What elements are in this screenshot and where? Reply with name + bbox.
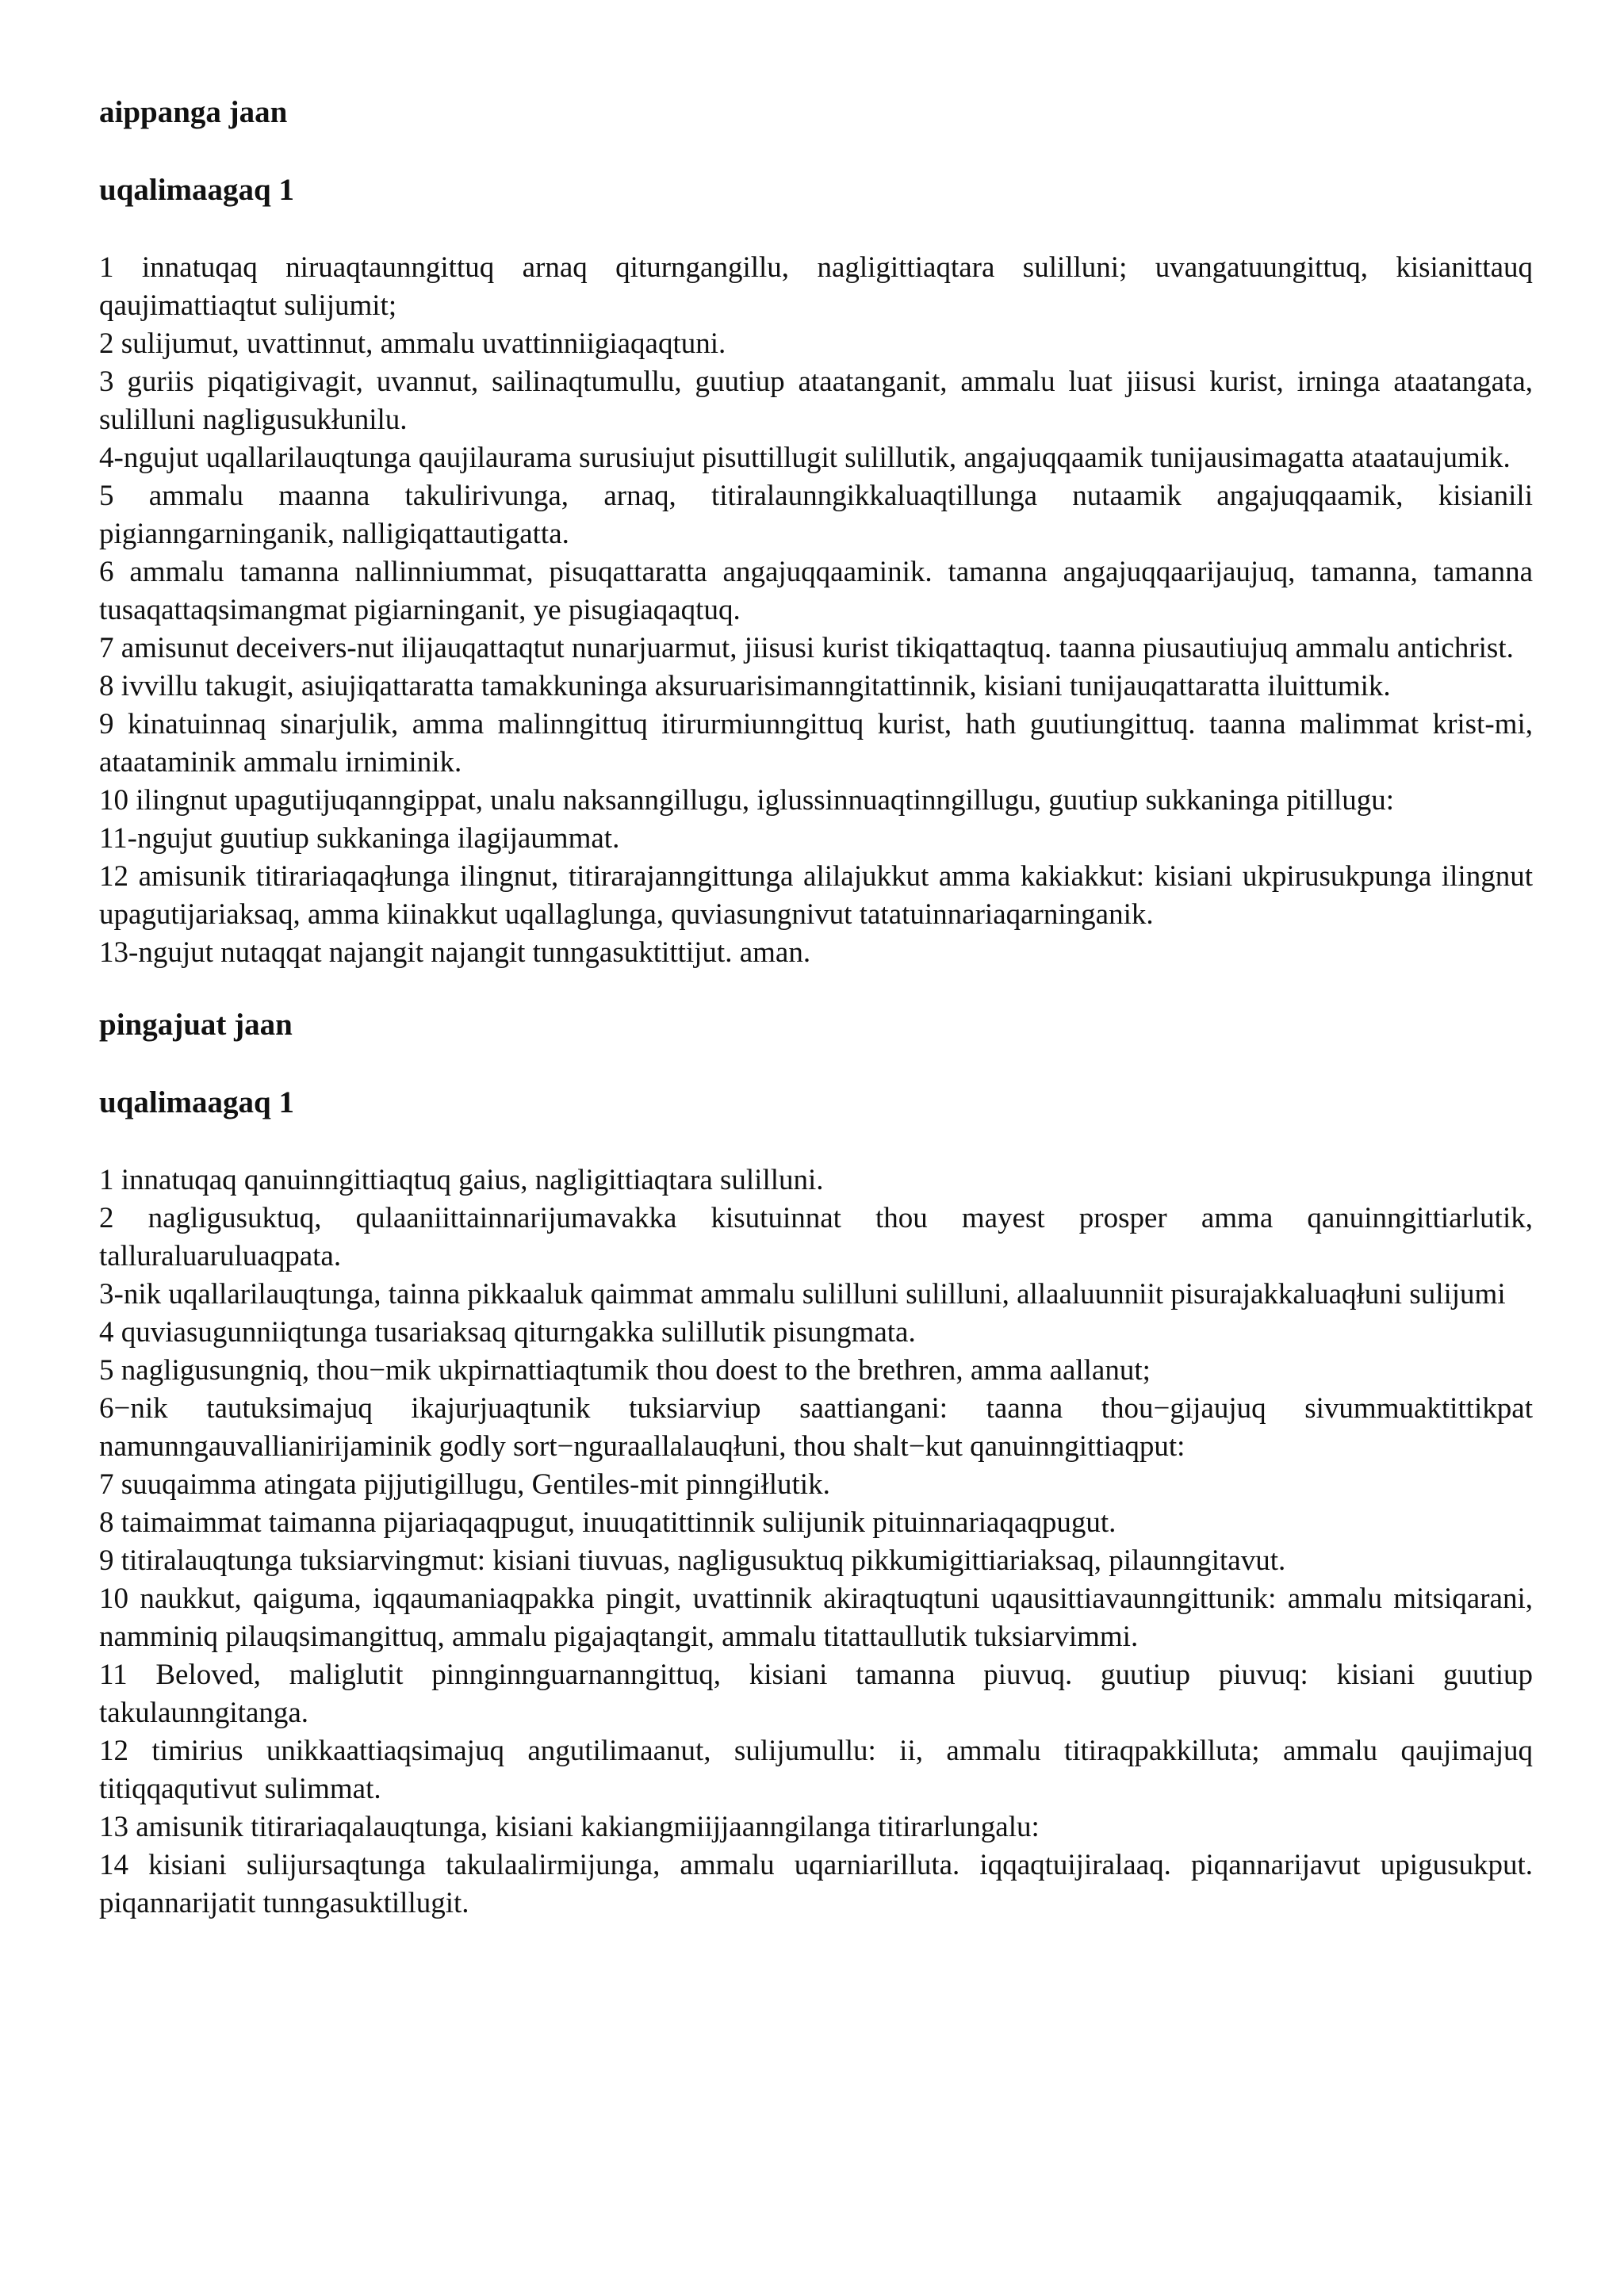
verse: 2 nagligusuktuq, qulaaniittainnarijumavakka kisutuinnat thou mayest prosper amma qanuinngittiarlutik, talluraluaruluaqpata.: [99, 1202, 1533, 1272]
verse-list: [99, 1161, 1533, 1923]
verse: 8 taimaimmat taimanna pijariaqaqpugut, inuuqatittinnik sulijunik pituinnariaqaqpugut.: [99, 1506, 1116, 1539]
section-second-john: [99, 94, 1533, 972]
document-page: [99, 94, 1533, 1923]
verse: 13-ngujut nutaqqat najangit najangit tunngasuktittijut. aman.: [99, 936, 811, 969]
verse: 12 timirius unikkaattiaqsimajuq angutilimaanut, sulijumullu: ii, ammalu titiraqpakkilluta; ammalu qaujimajuq titiqqaqutivut sulimmat.: [99, 1735, 1533, 1805]
verse: 2 sulijumut, uvattinnut, ammalu uvattinniigiaqaqtuni.: [99, 327, 726, 360]
verse-list: [99, 249, 1533, 972]
verse: 4-ngujut uqallarilauqtunga qaujilaurama surusiujut pisuttillugit sulillutik, angajuqqaamik tunijausimagatta ataataujumik.: [99, 442, 1511, 474]
chapter-title: uqalimaagaq 1: [99, 1085, 294, 1119]
verse: 13 amisunik titirariaqalauqtunga, kisiani kakiangmiijjaanngilanga titirarlungalu:: [99, 1811, 1040, 1843]
verse: 5 nagligusungniq, thou−mik ukpirnattiaqtumik thou doest to the brethren, amma aallanut;: [99, 1354, 1151, 1387]
verse: 9 kinatuinnaq sinarjulik, amma malinngittuq itirurmiunngittuq kurist, hath guutiungittuq. taanna malimmat krist-mi, ataataminik ammalu irniminik.: [99, 708, 1533, 779]
verse: 9 titiralauqtunga tuksiarvingmut: kisiani tiuvuas, nagligusuktuq pikkumigittiariaksaq, pilaunngitavut.: [99, 1544, 1286, 1577]
verse: 14 kisiani sulijursaqtunga takulaalirmijunga, ammalu uqarniarilluta. iqqaqtuijiralaaq. piqannarijavut upigusukput. piqannarijatit tunngasuktillugit.: [99, 1849, 1533, 1919]
section-third-john: [99, 1006, 1533, 1923]
book-title: pingajuat jaan: [99, 1008, 293, 1042]
verse: 1 innatuqaq niruaqtaunngittuq arnaq qiturngangillu, nagligittiaqtara sulilluni; uvangatuungittuq, kisianittauq qaujimattiaqtut sulijumit;: [99, 251, 1533, 322]
verse: 7 amisunut deceivers-nut ilijauqattaqtut nunarjuarmut, jiisusi kurist tikiqattaqtuq. taanna piusautiujuq ammalu antichrist.: [99, 632, 1514, 664]
verse: 10 naukkut, qaiguma, iqqaumaniaqpakka pingit, uvattinnik akiraqtuqtuni uqausittiavaunngittunik: ammalu mitsiqarani, namminiq pilauqsimangittuq, ammalu pigajaqtangit, ammalu titattaullutik tuksiarvimmi.: [99, 1582, 1533, 1653]
verse: 5 ammalu maanna takulirivunga, arnaq, titiralaunngikkaluaqtillunga nutaamik angajuqqaamik, kisianili pigianngarninganik, nalligiqattautigatta.: [99, 480, 1533, 550]
verse: 6 ammalu tamanna nallinniummat, pisuqattaratta angajuqqaaminik. tamanna angajuqqaarijaujuq, tamanna, tamanna tusaqattaqsimangmat pigiarninganit, ye pisugiaqaqtuq.: [99, 556, 1533, 626]
verse: 11 Beloved, maliglutit pinnginnguarnanngittuq, kisiani tamanna piuvuq. guutiup piuvuq: kisiani guutiup takulaunngitanga.: [99, 1659, 1533, 1729]
verse: 3 guriis piqatigivagit, uvannut, sailinaqtumullu, guutiup ataatanganit, ammalu luat jiisusi kurist, irninga ataatangata, sulilluni nagligusukłunilu.: [99, 365, 1533, 436]
verse: 8 ivvillu takugit, asiujiqattaratta tamakkuninga aksuruarisimanngitattinnik, kisiani tunijauqattaratta iluittumik.: [99, 670, 1391, 702]
verse: 7 suuqaimma atingata pijjutigillugu, Gentiles-mit pinngiłlutik.: [99, 1468, 830, 1501]
verse: 1 innatuqaq qanuinngittiaqtuq gaius, nagligittiaqtara sulilluni.: [99, 1164, 824, 1196]
verse: 11-ngujut guutiup sukkaninga ilagijaummat.: [99, 822, 620, 855]
chapter-title: uqalimaagaq 1: [99, 173, 294, 207]
verse: 10 ilingnut upagutijuqanngippat, unalu naksanngillugu, iglussinnuaqtinngillugu, guutiup sukkaninga pitillugu:: [99, 784, 1395, 817]
book-title: aippanga jaan: [99, 95, 288, 129]
verse: 3-nik uqallarilauqtunga, tainna pikkaaluk qaimmat ammalu sulilluni sulilluni, allaaluunniit pisurajakkaluaqłuni sulijumi: [99, 1278, 1506, 1311]
verse: 4 quviasugunniiqtunga tusariaksaq qiturngakka sulillutik pisungmata.: [99, 1316, 916, 1349]
verse: 6−nik tautuksimajuq ikajurjuaqtunik tuksiarviup saattiangani: taanna thou−gijaujuq sivummuaktittikpat namunngauvallianirijaminik godly sort−nguraallalauqłuni, thou shalt−kut qanuinngittiaqput:: [99, 1392, 1533, 1463]
verse: 12 amisunik titirariaqaqłunga ilingnut, titirarajanngittunga alilajukkut amma kakiakkut: kisiani ukpirusukpunga ilingnut upagutijariaksaq, amma kiinakkut uqallaglunga, quviasungnivut tatatuinnariaqarninganik.: [99, 860, 1533, 931]
